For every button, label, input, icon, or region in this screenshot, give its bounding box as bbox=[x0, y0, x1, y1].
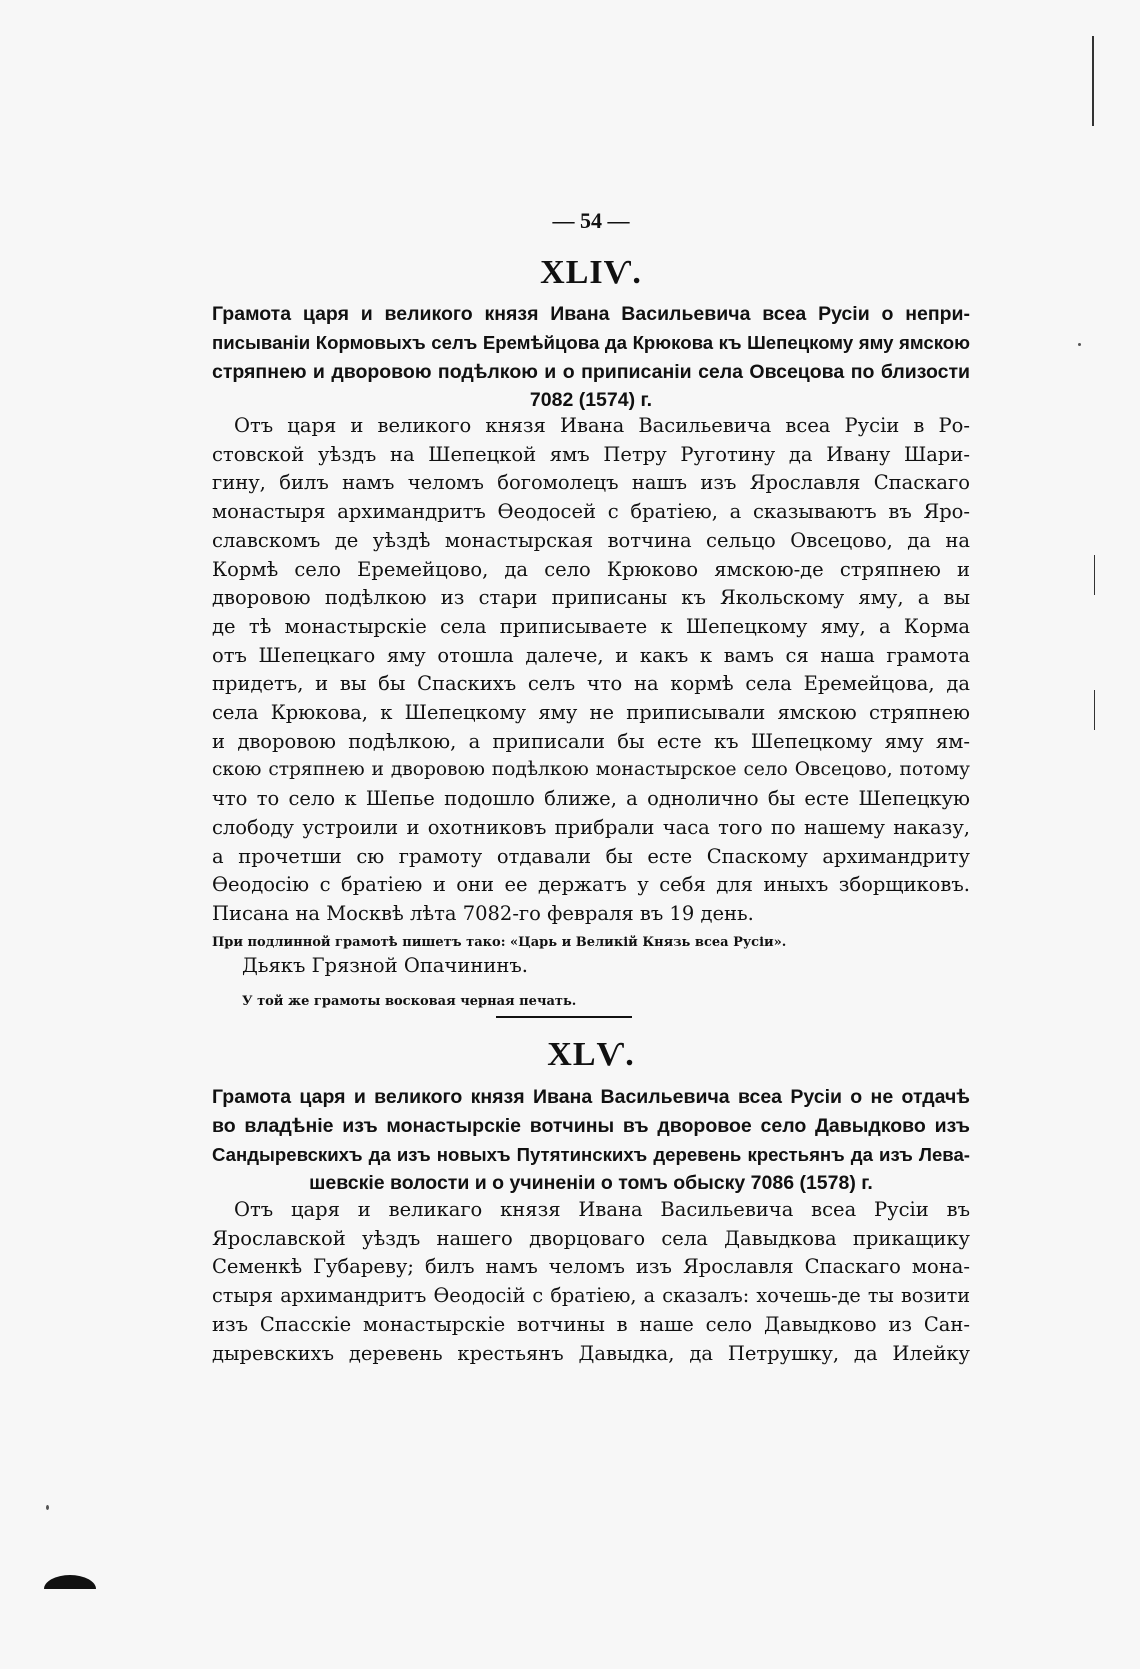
heading-line: Сандыревскихъ да изъ новыхъ Путятинскихъ деревень крестьянъ да изъ Лева- bbox=[212, 1143, 970, 1165]
body-line: изъ Спасскіе монастырскіе вотчины в наше село Давыдково из Сан- bbox=[212, 1312, 970, 1336]
section-heading bbox=[212, 300, 970, 415]
body-line: Семенкѣ Губареву; билъ намъ челомъ изъ Ярославля Спаскаго мона- bbox=[212, 1255, 970, 1279]
section-heading bbox=[212, 1083, 970, 1198]
heading-line: 7082 (1574) г. bbox=[529, 389, 653, 412]
body-line: Отъ царя и великаго князя Ивана Васильевича всеа Русіи въ bbox=[234, 1198, 970, 1221]
page-number: — 54 — bbox=[552, 208, 630, 233]
body-line: придетъ, и вы бы Спаскихъ селъ что на кормѣ села Еремейцова, да bbox=[212, 672, 970, 696]
heading-line: писываніи Кормовыхъ селъ Еремѣйцова да Крюкова къ Шепецкому яму ямскою bbox=[212, 331, 970, 353]
body-line: что то село к Шепье подошло ближе, а однолично бы есте Шепецкую bbox=[212, 787, 970, 811]
body-line: монастыря архимандритъ Ѳеодосей с братіею, а сказываютъ въ Яро- bbox=[212, 500, 970, 524]
heading-line: шевскіе волости и о учиненіи о томъ обыску 7086 (1578) г. bbox=[309, 1172, 873, 1195]
note-seal: У той же грамоты восковая черная печать. bbox=[242, 994, 577, 1009]
body-line: славскомъ де уѣздѣ монастырская вотчина сельцо Овсецово, да на bbox=[212, 528, 970, 552]
section-numeral: XLѴ. bbox=[547, 1036, 635, 1073]
heading-line: Грамота царя и великого князя Ивана Васильевича всеа Русіи о не отдачѣ bbox=[212, 1086, 970, 1108]
body-line: Писана на Москвѣ лѣта 7082-го февраля въ 19 день. bbox=[212, 901, 754, 925]
section-divider bbox=[496, 1016, 632, 1018]
body-line: а прочетши сю грамоту отдавали бы есте Спаскому архимандриту bbox=[212, 844, 970, 868]
signer: Дьякъ Грязной Опачининъ. bbox=[242, 954, 528, 977]
section-body bbox=[212, 1196, 970, 1368]
section-numeral: XLIѴ. bbox=[540, 254, 642, 291]
body-line: стыря архимандритъ Ѳеодосій с братіею, а сказалъ: хочешь-де ты возити bbox=[212, 1284, 970, 1308]
body-line: Отъ царя и великого князя Ивана Васильевича всеа Русіи в Ро- bbox=[234, 414, 970, 437]
body-line: де тѣ монастырскіе села приписываете к Шепецкому яму, а Корма bbox=[212, 614, 970, 638]
scan-edge-line bbox=[1092, 36, 1094, 126]
body-line: слободу устроили и охотниковъ прибрали часа того по нашему наказу, bbox=[212, 815, 970, 839]
body-line: и дворовою подѣлкою, а приписали бы есте къ Шепецкому яму ям- bbox=[212, 729, 970, 753]
body-line: стовской уѣздъ на Шепецкой ямъ Петру Руготину да Ивану Шари- bbox=[212, 442, 970, 466]
body-line: отъ Шепецкаго яму отошла далече, и какъ к вамъ ся наша грамота bbox=[212, 643, 970, 667]
body-line: Кормѣ село Еремейцово, да село Крюково ямскою-де стряпнею и bbox=[212, 557, 970, 581]
heading-line: стряпнею и дворовою подѣлкою и о приписаніи села Овсецова по близости bbox=[212, 360, 970, 383]
heading-line: Грамота царя и великого князя Ивана Васильевича всеа Русіи о непри- bbox=[212, 303, 970, 325]
body-line: села Крюкова, к Шепецкому яму не приписывали ямскою стряпнею bbox=[212, 701, 970, 725]
body-line: гину, билъ намъ челомъ богомолецъ нашъ изъ Ярославля Спаскаго bbox=[212, 471, 970, 495]
scan-speck bbox=[1078, 343, 1081, 346]
scan-speck bbox=[46, 1505, 49, 1510]
body-line: дыревскихъ деревень крестьянъ Давыдка, да Петрушку, да Илейку bbox=[212, 1341, 970, 1365]
body-line: скою стряпнею и дворовою подѣлкою монастырское село Овсецово, потому bbox=[212, 759, 970, 781]
section-body bbox=[212, 412, 970, 929]
scan-ink-blob bbox=[44, 1575, 96, 1589]
body-line: Ѳеодосію с братіею и они ее держатъ у себя для иныхъ зборщиковъ. bbox=[212, 873, 970, 897]
body-line: дворовою подѣлкою из стари приписаны къ Якольскому яму, а вы bbox=[212, 586, 970, 610]
scan-edge-line bbox=[1094, 555, 1095, 595]
scan-edge-line bbox=[1094, 690, 1095, 730]
body-line: Ярославской уѣздъ нашего дворцоваго села Давыдкова прикащику bbox=[212, 1226, 970, 1250]
heading-line: во владѣніе изъ монастырскіе вотчины въ дворовое село Давыдково изъ bbox=[212, 1114, 970, 1137]
note-original: При подлинной грамотѣ пишетъ тако: «Царь и Великій Князь всеа Русіи». bbox=[212, 935, 787, 950]
